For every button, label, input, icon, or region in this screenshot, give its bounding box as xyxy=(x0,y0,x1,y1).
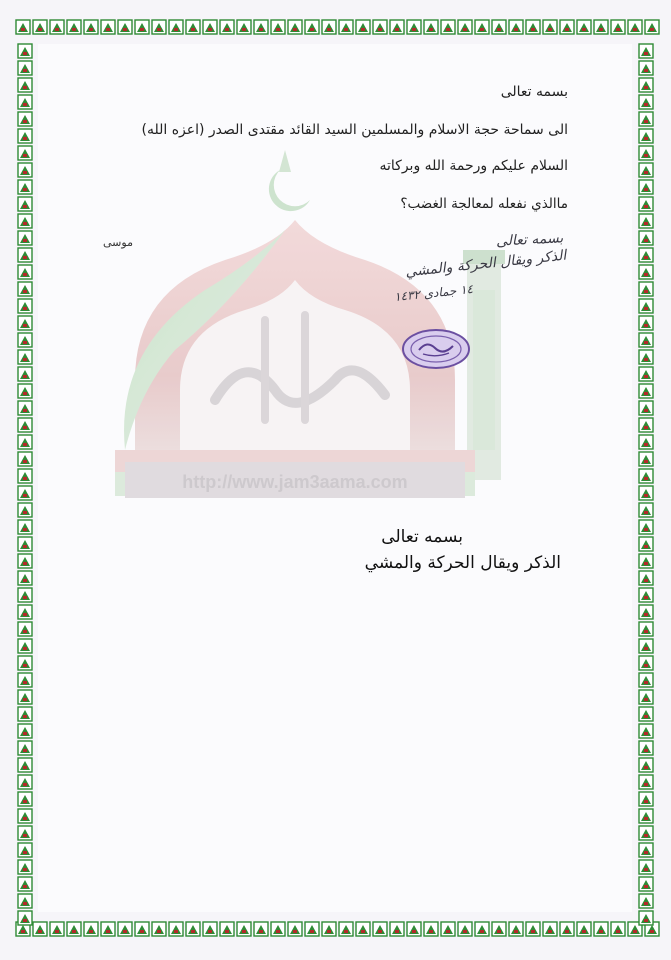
border-motif xyxy=(458,922,472,936)
border-motif xyxy=(639,435,653,449)
border-motif xyxy=(639,911,653,925)
decorative-border-top xyxy=(0,0,671,44)
border-motif xyxy=(18,384,32,398)
border-motif xyxy=(18,299,32,313)
border-motif xyxy=(407,20,421,34)
border-motif xyxy=(18,367,32,381)
border-motif xyxy=(639,299,653,313)
border-motif xyxy=(441,20,455,34)
border-motif xyxy=(639,656,653,670)
border-motif xyxy=(639,469,653,483)
border-motif xyxy=(18,95,32,109)
border-motif xyxy=(18,248,32,262)
handwritten-answer: الذكر ويقال الحركة والمشي xyxy=(404,247,568,281)
border-motif xyxy=(203,922,217,936)
reply-basmala: بسمه تعالى xyxy=(381,527,463,547)
border-motif xyxy=(18,435,32,449)
border-motif xyxy=(18,282,32,296)
border-motif xyxy=(322,20,336,34)
border-motif xyxy=(594,20,608,34)
border-motif xyxy=(322,922,336,936)
border-motif xyxy=(169,922,183,936)
border-motif xyxy=(441,922,455,936)
border-motif xyxy=(67,20,81,34)
border-motif xyxy=(18,537,32,551)
border-motif xyxy=(18,877,32,891)
border-motif xyxy=(203,20,217,34)
border-motif xyxy=(135,20,149,34)
border-motif xyxy=(639,316,653,330)
border-motif xyxy=(18,469,32,483)
border-motif xyxy=(611,20,625,34)
border-motif xyxy=(639,282,653,296)
border-motif xyxy=(135,922,149,936)
border-motif xyxy=(18,452,32,466)
border-motif xyxy=(18,486,32,500)
border-motif xyxy=(271,922,285,936)
handwritten-basmala: بسمه تعالى xyxy=(495,230,564,250)
border-motif xyxy=(18,231,32,245)
border-motif xyxy=(18,690,32,704)
border-motif xyxy=(152,20,166,34)
border-motif xyxy=(18,554,32,568)
watermark-url: http://www.jam3aama.com xyxy=(182,472,408,492)
border-motif xyxy=(18,758,32,772)
letter-basmala: بسمه تعالى xyxy=(500,84,568,100)
border-motif xyxy=(639,197,653,211)
reply-answer: الذكر ويقال الحركة والمشي xyxy=(364,553,561,573)
border-motif xyxy=(18,605,32,619)
border-motif xyxy=(639,843,653,857)
border-motif xyxy=(639,418,653,432)
border-motif xyxy=(18,316,32,330)
border-motif xyxy=(639,265,653,279)
border-motif xyxy=(390,922,404,936)
border-motif xyxy=(639,44,653,58)
border-motif xyxy=(18,588,32,602)
border-motif xyxy=(18,860,32,874)
border-motif xyxy=(639,129,653,143)
border-motif xyxy=(639,826,653,840)
border-motif xyxy=(18,775,32,789)
border-motif xyxy=(639,554,653,568)
border-motif xyxy=(18,265,32,279)
border-motif xyxy=(424,922,438,936)
border-motif xyxy=(50,922,64,936)
border-motif xyxy=(18,112,32,126)
letter-question: ماالذي نفعله لمعالجة الغضب؟ xyxy=(400,196,568,212)
border-motif xyxy=(639,741,653,755)
border-motif xyxy=(639,146,653,160)
border-motif xyxy=(639,673,653,687)
border-motif xyxy=(18,622,32,636)
border-motif xyxy=(639,707,653,721)
border-motif xyxy=(639,775,653,789)
border-motif xyxy=(639,163,653,177)
border-motif xyxy=(152,922,166,936)
border-motif xyxy=(18,707,32,721)
decorative-border-right xyxy=(631,18,671,942)
border-motif xyxy=(639,571,653,585)
border-motif xyxy=(18,639,32,653)
border-motif xyxy=(18,571,32,585)
border-motif xyxy=(639,724,653,738)
border-motif xyxy=(18,197,32,211)
border-motif xyxy=(639,367,653,381)
border-motif xyxy=(639,214,653,228)
border-motif xyxy=(492,922,506,936)
border-motif xyxy=(18,520,32,534)
border-motif xyxy=(18,146,32,160)
border-motif xyxy=(18,163,32,177)
border-motif xyxy=(424,20,438,34)
border-motif xyxy=(220,20,234,34)
border-motif xyxy=(639,452,653,466)
border-motif xyxy=(639,231,653,245)
border-motif xyxy=(639,401,653,415)
border-motif xyxy=(18,180,32,194)
border-motif xyxy=(271,20,285,34)
border-motif xyxy=(169,20,183,34)
border-motif xyxy=(639,894,653,908)
border-motif xyxy=(84,20,98,34)
border-motif xyxy=(577,922,591,936)
border-motif xyxy=(84,922,98,936)
border-motif xyxy=(492,20,506,34)
border-motif xyxy=(526,922,540,936)
border-motif xyxy=(339,922,353,936)
border-motif xyxy=(220,922,234,936)
border-motif xyxy=(639,95,653,109)
decorative-border-left xyxy=(0,18,40,942)
official-seal-stamp xyxy=(401,328,471,370)
border-motif xyxy=(639,588,653,602)
border-motif xyxy=(560,922,574,936)
border-motif xyxy=(373,20,387,34)
border-motif xyxy=(18,911,32,925)
border-motif xyxy=(18,792,32,806)
border-motif xyxy=(611,922,625,936)
border-motif xyxy=(18,673,32,687)
border-motif xyxy=(639,112,653,126)
border-motif xyxy=(50,20,64,34)
border-motif xyxy=(305,922,319,936)
border-motif xyxy=(639,520,653,534)
border-motif xyxy=(560,20,574,34)
letter-greeting: السلام عليكم ورحمة الله وبركاته xyxy=(379,158,568,174)
border-motif xyxy=(639,61,653,75)
border-motif xyxy=(254,20,268,34)
border-motif xyxy=(639,639,653,653)
border-motif xyxy=(18,61,32,75)
border-motif xyxy=(639,690,653,704)
border-motif xyxy=(373,922,387,936)
border-motif xyxy=(594,922,608,936)
border-motif xyxy=(639,860,653,874)
border-motif xyxy=(639,350,653,364)
border-motif xyxy=(639,333,653,347)
border-motif xyxy=(639,792,653,806)
border-motif xyxy=(254,922,268,936)
border-motif xyxy=(18,809,32,823)
border-motif xyxy=(18,401,32,415)
letter-sender: موسى xyxy=(103,236,133,249)
border-motif xyxy=(639,809,653,823)
border-motif xyxy=(639,180,653,194)
border-motif xyxy=(18,129,32,143)
border-motif xyxy=(237,20,251,34)
border-motif xyxy=(639,758,653,772)
border-motif xyxy=(543,922,557,936)
border-motif xyxy=(18,333,32,347)
border-motif xyxy=(186,20,200,34)
border-motif xyxy=(18,656,32,670)
border-motif xyxy=(639,877,653,891)
border-motif xyxy=(639,622,653,636)
border-motif xyxy=(526,20,540,34)
border-motif xyxy=(339,20,353,34)
border-motif xyxy=(639,537,653,551)
handwritten-date: ١٤ جمادى ١٤٣٢ xyxy=(393,281,474,305)
border-motif xyxy=(356,20,370,34)
border-motif xyxy=(18,894,32,908)
border-motif xyxy=(18,44,32,58)
border-motif xyxy=(18,503,32,517)
border-motif xyxy=(639,486,653,500)
border-motif xyxy=(18,214,32,228)
border-motif xyxy=(18,843,32,857)
decorative-border-bottom xyxy=(0,912,671,960)
border-motif xyxy=(356,922,370,936)
border-motif xyxy=(305,20,319,34)
border-motif xyxy=(639,78,653,92)
border-motif xyxy=(101,922,115,936)
border-motif xyxy=(118,922,132,936)
border-motif xyxy=(18,418,32,432)
border-motif xyxy=(509,922,523,936)
border-motif xyxy=(18,724,32,738)
border-motif xyxy=(288,20,302,34)
border-motif xyxy=(101,20,115,34)
border-motif xyxy=(543,20,557,34)
border-motif xyxy=(67,922,81,936)
border-motif xyxy=(475,922,489,936)
border-motif xyxy=(577,20,591,34)
border-motif xyxy=(186,922,200,936)
border-motif xyxy=(639,605,653,619)
border-motif xyxy=(639,248,653,262)
border-motif xyxy=(237,922,251,936)
border-motif xyxy=(118,20,132,34)
border-motif xyxy=(18,826,32,840)
border-motif xyxy=(639,503,653,517)
border-motif xyxy=(18,78,32,92)
border-motif xyxy=(407,922,421,936)
letter-addressee: الى سماحة حجة الاسلام والمسلمين السيد القائد مقتدى الصدر (اعزه الله) xyxy=(141,122,568,138)
border-motif xyxy=(458,20,472,34)
border-motif xyxy=(475,20,489,34)
border-motif xyxy=(18,350,32,364)
border-motif xyxy=(639,384,653,398)
border-motif xyxy=(390,20,404,34)
border-motif xyxy=(288,922,302,936)
border-motif xyxy=(18,741,32,755)
border-motif xyxy=(509,20,523,34)
